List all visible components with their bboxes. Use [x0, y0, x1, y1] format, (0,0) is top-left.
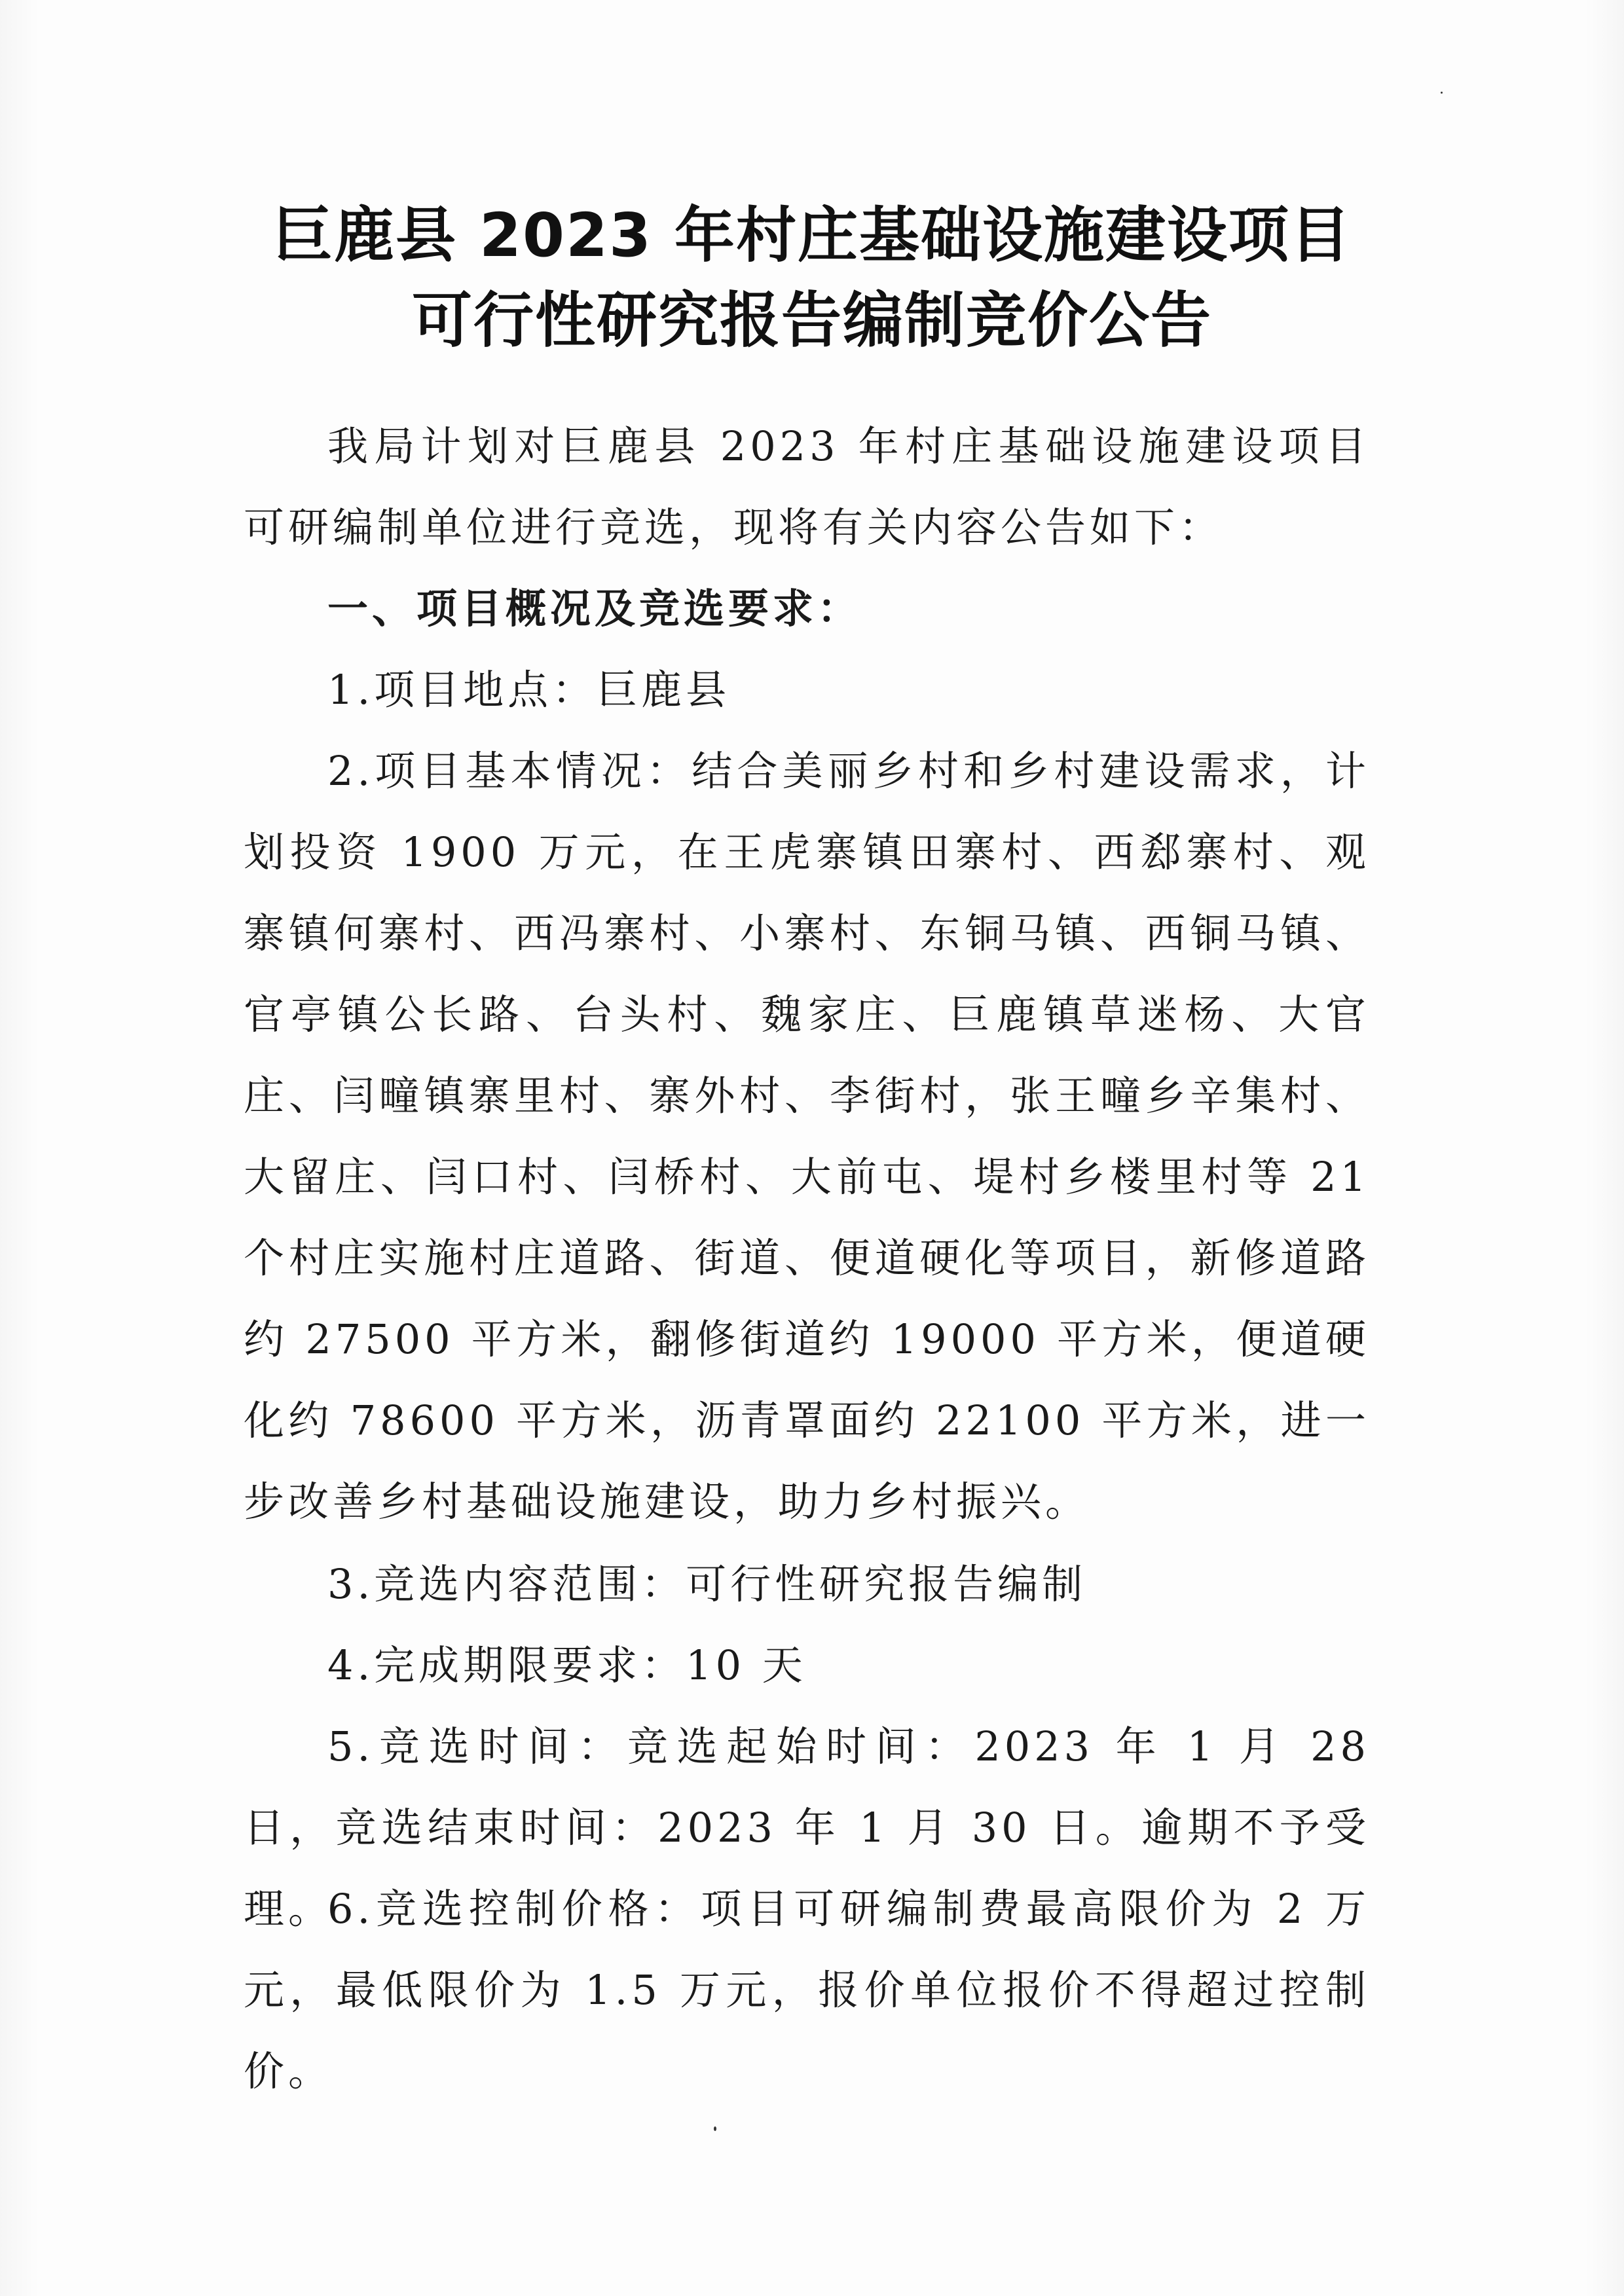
scan-speck	[714, 2126, 716, 2131]
item-value: 项目可研编制费最高限价为 2 万元，最低限价为 1.5 万元，报价单位报价不得超过控制价。	[244, 1885, 1370, 2095]
intro-paragraph	[244, 406, 1370, 568]
item-location	[244, 649, 1370, 731]
item-value: 巨鹿县	[597, 666, 731, 714]
item-value: 竞选起始时间：2023 年 1 月 28 日，竞选结束时间：2023 年 1 月 30 日。逾期不予受理。	[244, 1722, 1370, 1933]
section-heading	[244, 568, 1370, 649]
item-price-control	[244, 1868, 1370, 2112]
scan-speck	[1441, 92, 1443, 94]
item-label: 2.项目基本情况：	[327, 747, 692, 795]
section-heading-text: 一、项目概况及竞选要求：	[327, 585, 862, 632]
item-label: 1.项目地点：	[327, 666, 597, 714]
item-scope	[244, 1544, 1370, 1625]
item-deadline	[244, 1625, 1370, 1706]
item-basic-info	[244, 731, 1370, 1542]
item-value: 结合美丽乡村和乡村建设需求，计划投资 1900 万元，在王虎寨镇田寨村、西郄寨村、观寨镇何寨村、西冯寨村、小寨村、东铜马镇、西铜马镇、官亭镇公长路、台头村、魏家庄、巨鹿镇草迷杨、大官庄、闫疃镇寨里村、寨外村、李街村，张王疃乡辛集村、大留庄、闫口村、闫桥村、大前屯、堤村乡楼里村等 21 个村庄实施村庄道路、街道、便道硬化等项目，新修道路约 27500 平方米，翻修街道约 19000 平方米，便道硬化约 78600 平方米，沥青罩面约 22100 平方米，进一步改善乡村基础设施建设，助力乡村振兴。	[244, 747, 1370, 1525]
item-label: 5.竞选时间：	[327, 1722, 627, 1770]
document-title-line-2: 可行性研究报告编制竞价公告	[411, 285, 1212, 355]
intro-text: 我局计划对巨鹿县 2023 年村庄基础设施建设项目可研编制单位进行竞选，现将有关内容公告如下：	[244, 422, 1370, 551]
document-title-line-1: 巨鹿县 2023 年村庄基础设施建设项目	[272, 200, 1352, 270]
item-label: 3.竞选内容范围：	[327, 1560, 686, 1608]
item-value: 10 天	[686, 1641, 807, 1689]
item-value: 可行性研究报告编制	[686, 1560, 1087, 1608]
item-label: 6.竞选控制价格：	[327, 1885, 701, 1933]
item-label: 4.完成期限要求：	[327, 1641, 686, 1689]
